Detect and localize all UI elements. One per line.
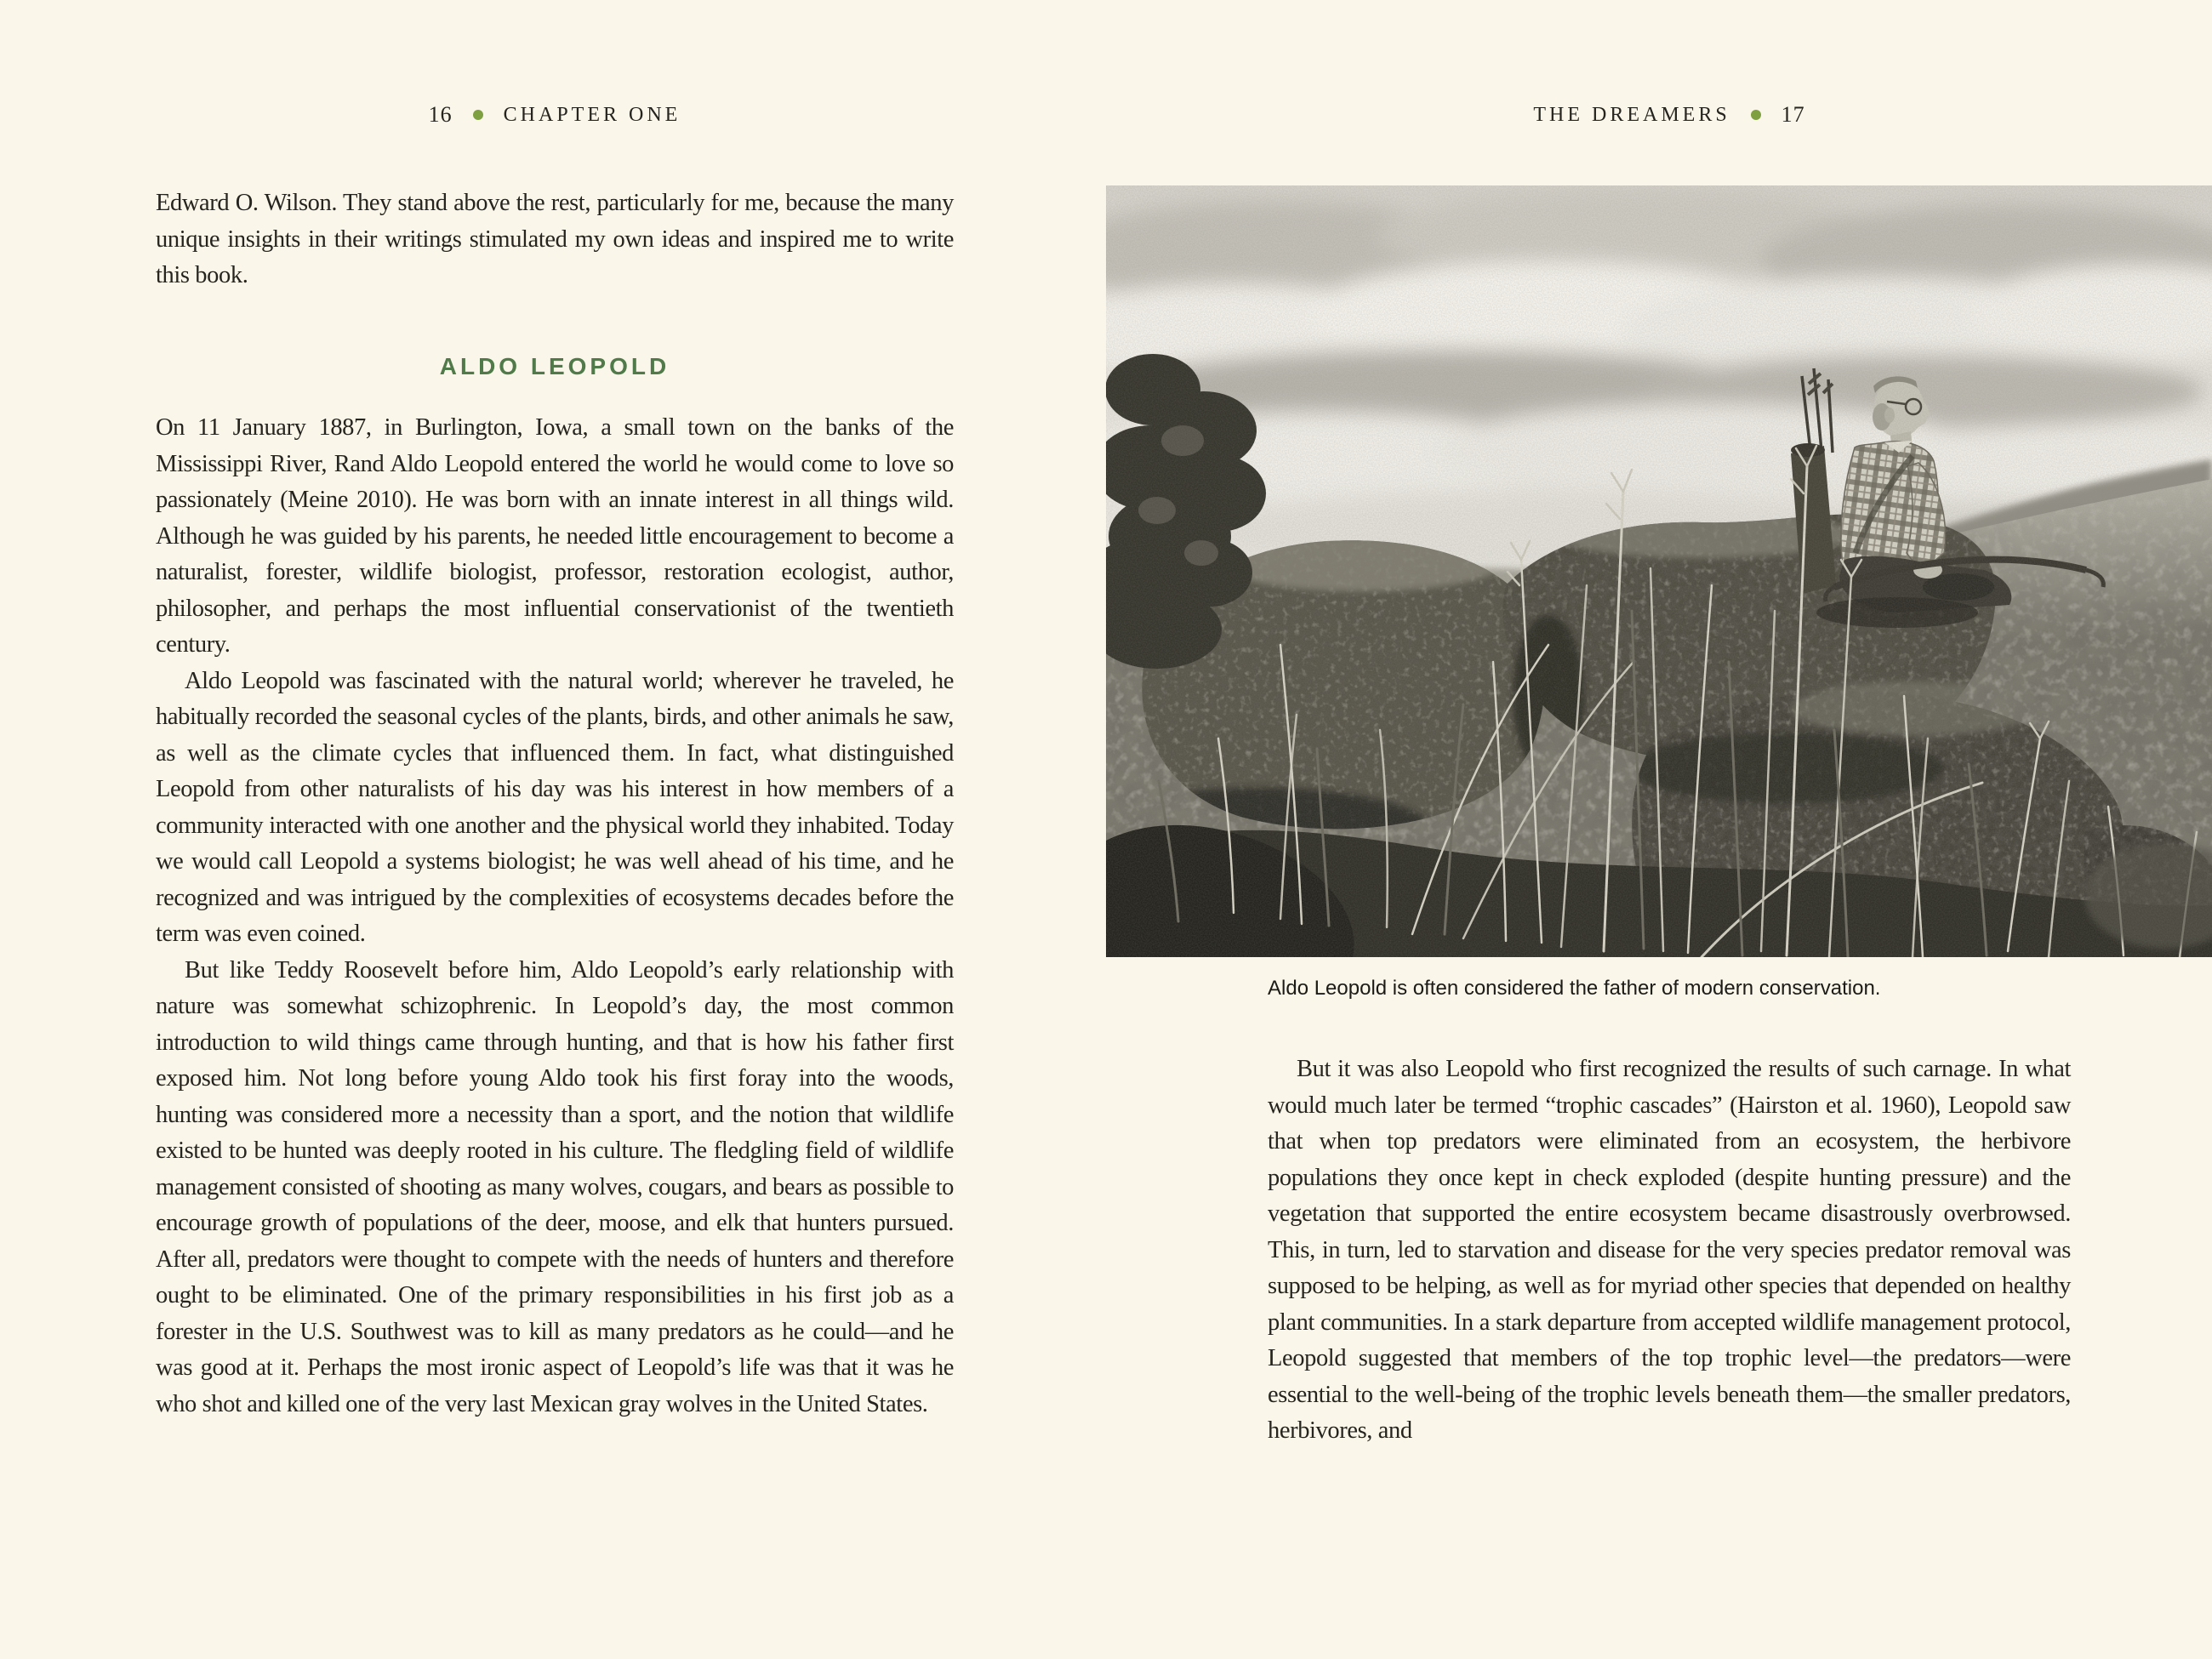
header-dot-icon bbox=[473, 110, 483, 120]
left-running-header bbox=[156, 102, 954, 128]
leopold-photo-illustration bbox=[1106, 185, 2212, 957]
right-running-head: THE DREAMERS bbox=[1533, 103, 1730, 126]
leopold-photo-figure bbox=[1106, 185, 2212, 1001]
leopold-photo bbox=[1106, 185, 2212, 957]
intro-paragraph: Edward O. Wilson. They stand above the rest, particularly for me, because the many unique insights in their writings stimulated my own ideas and inspired me to write this book. bbox=[156, 190, 954, 288]
left-page-number: 16 bbox=[428, 102, 453, 127]
paragraph: On 11 January 1887, in Burlington, Iowa, a small town on the banks of the Mississippi River, Rand Aldo Leopold entered the world he would come to love so passionately (Meine 2010). He was born with an innate interest in all things wild. Although he was guided by his parents, he needed little encouragement to become a naturalist, forester, wildlife biologist, professor, restoration ecologist, author, philosopher, and perhaps the most influential conservationist of the twentieth century. bbox=[156, 414, 954, 658]
paragraph: But like Teddy Roosevelt before him, Aldo Leopold’s early relationship with nature was somewhat schizophrenic. In Leopold’s day, the most common introduction to wild things came through hunting, and that is how his father first exposed him. Not long before young Aldo took his first foray into the woods, hunting was considered more a necessity than a sport, and the notion that wildlife existed to be hunted was deeply rooted in his culture. The fledgling field of wildlife management consisted of shooting as many wolves, cougars, and bears as possible to encourage growth of populations of the deer, moose, and elk that hunters pursued. After all, predators were thought to compete with the needs of hunters and therefore ought to be eliminated. One of the primary responsibilities in his first job as a forester in the U.S. Southwest was to kill as many predators as he could—and he was good at it. Perhaps the most ironic aspect of Leopold’s life was that it was he who shot and killed one of the very last Mexican gray wolves in the United States. bbox=[156, 956, 954, 1417]
photo-caption: Aldo Leopold is often considered the father of modern conservation. bbox=[1268, 977, 1881, 1000]
right-running-header bbox=[1268, 102, 2071, 128]
left-running-head: CHAPTER ONE bbox=[503, 103, 681, 126]
paragraph: But it was also Leopold who first recognized the results of such carnage. In what would much later be termed “trophic cascades” (Hairston et al. 1960), Leopold saw that when top predators were eliminated from an ecosystem, the herbivore populations they once kept in check exploded (despite hunting pressure) and the vegetation that supported the entire ecosystem became disastrously overbrowsed. This, in turn, led to starvation and disease for the very species predator removal was supposed to be helping, as well as for myriad other species that depended on healthy plant communities. In a stark departure from accepted wildlife management protocol, Leopold suggested that members of the top trophic level—the predators—were essential to the well-being of the trophic levels beneath them—the smaller predators, herbivores, and bbox=[1268, 1056, 2071, 1444]
paragraph: Aldo Leopold was fascinated with the natural world; wherever he traveled, he habitually recorded the seasonal cycles of the plants, birds, and other animals he saw, as well as the climate cycles that influenced them. In fact, what distinguished Leopold from other naturalists of his day was his interest in how members of a community interacted with one another and the physical world they inhabited. Today we would call Leopold a systems biologist; he was well ahead of his time, and he recognized and was intrigued by the complexities of ecosystems decades before the term was even coined. bbox=[156, 667, 954, 947]
header-dot-icon bbox=[1751, 110, 1761, 120]
right-page-text-column bbox=[1268, 1052, 2071, 1450]
film-grain-overlay bbox=[1106, 185, 2212, 957]
section-heading: ALDO LEOPOLD bbox=[439, 352, 670, 379]
left-page-text-column bbox=[156, 185, 954, 1422]
right-page-number: 17 bbox=[1781, 102, 1805, 127]
